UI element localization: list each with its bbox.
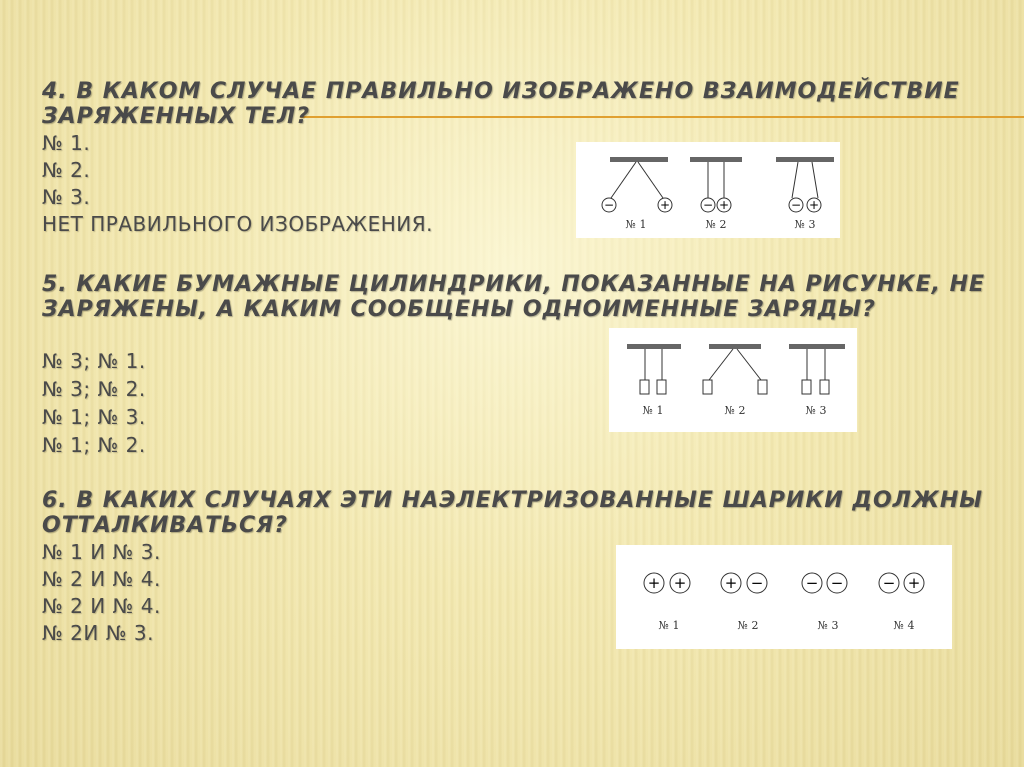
q6-fig1-charge-right: +: [673, 574, 687, 592]
q4-answer-2: № 2.: [42, 158, 91, 182]
q4-figure-pendulums: [576, 142, 840, 238]
q5-answer-3: № 1; № 3.: [42, 405, 146, 429]
q5-cylinders-1: [627, 344, 681, 417]
q4-fig-label-1: № 1: [625, 218, 647, 231]
q6-fig-label-4: № 4: [893, 619, 915, 632]
q6-balls-3: [802, 573, 847, 632]
q5-cylinders-3: [789, 344, 845, 417]
q4-fig1-charge-left: −: [603, 198, 615, 212]
q5-fig-label-2: № 2: [724, 404, 746, 417]
q6-fig4-charge-left: −: [882, 574, 896, 592]
q4-answer-4: НЕТ ПРАВИЛЬНОГО ИЗОБРАЖЕНИЯ.: [42, 212, 433, 236]
question-4-title: 4. В КАКОМ СЛУЧАЕ ПРАВИЛЬНО ИЗОБРАЖЕНО ВЗАИМОДЕЙСТВИЕ ЗАРЯЖЕННЫХ ТЕЛ?: [42, 79, 960, 129]
q4-fig2-charge-left: −: [702, 198, 714, 212]
q6-figure-balls: [616, 545, 952, 649]
q6-answer-3: № 2 И № 4.: [42, 594, 161, 618]
q6-fig3-charge-left: −: [805, 574, 819, 592]
q6-balls-4: [879, 573, 924, 632]
q4-fig3-charge-right: +: [808, 198, 820, 212]
q6-fig-label-1: № 1: [658, 619, 680, 632]
q6-fig-label-2: № 2: [737, 619, 759, 632]
q6-fig4-charge-right: +: [907, 574, 921, 592]
q6-fig2-charge-right: −: [750, 574, 764, 592]
q4-fig1-charge-right: +: [659, 198, 671, 212]
q4-fig3-charge-left: −: [790, 198, 802, 212]
q5-cylinders-2: [703, 344, 767, 417]
q5-answer-4: № 1; № 2.: [42, 433, 146, 457]
question-6-title: 6. В КАКИХ СЛУЧАЯХ ЭТИ НАЭЛЕКТРИЗОВАННЫЕ ШАРИКИ ДОЛЖНЫ ОТТАЛКИВАТЬСЯ?: [42, 488, 984, 538]
q5-figure-cylinders: [609, 328, 857, 432]
q5-answer-1: № 3; № 1.: [42, 349, 146, 373]
q4-answer-1: № 1.: [42, 131, 91, 155]
question-5-title: 5. КАКИЕ БУМАЖНЫЕ ЦИЛИНДРИКИ, ПОКАЗАННЫЕ НА РИСУНКЕ, НЕ ЗАРЯЖЕНЫ, А КАКИМ СООБЩЕНЫ ОДНОИМЕННЫЕ ЗАРЯДЫ?: [42, 272, 986, 322]
q4-pendulum-3: [776, 157, 834, 231]
q6-answer-4: № 2И № 3.: [42, 621, 154, 645]
q5-fig-label-3: № 3: [805, 404, 827, 417]
q6-answer-2: № 2 И № 4.: [42, 567, 161, 591]
q6-fig2-charge-left: +: [724, 574, 738, 592]
q4-pendulum-1: [602, 157, 672, 231]
q5-answer-2: № 3; № 2.: [42, 377, 146, 401]
q6-answer-1: № 1 И № 3.: [42, 540, 161, 564]
q4-pendulum-2: [690, 157, 742, 231]
q4-fig-label-2: № 2: [705, 218, 727, 231]
q6-fig-label-3: № 3: [817, 619, 839, 632]
q6-balls-2: [721, 573, 767, 632]
q5-fig-label-1: № 1: [642, 404, 664, 417]
q4-fig-label-3: № 3: [794, 218, 816, 231]
q6-fig3-charge-right: −: [830, 574, 844, 592]
q4-fig2-charge-right: +: [718, 198, 730, 212]
q6-fig1-charge-left: +: [647, 574, 661, 592]
q4-answer-3: № 3.: [42, 185, 91, 209]
q6-balls-1: [644, 573, 690, 632]
